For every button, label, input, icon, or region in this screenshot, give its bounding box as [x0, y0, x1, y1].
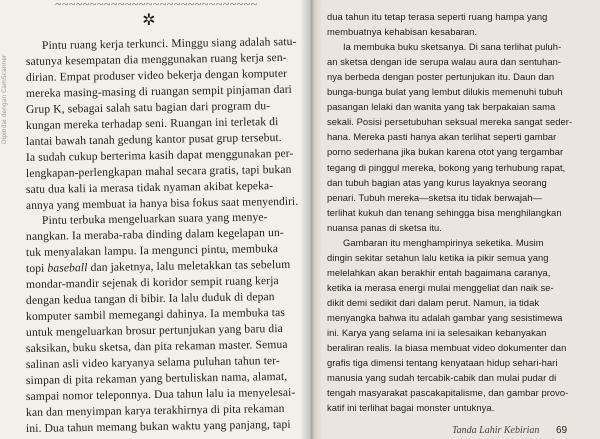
right-page-line: menyangka bahwa itu adalah gambar yang sesistimewa — [327, 312, 563, 323]
right-page-line: nuansa panas di sketsa itu. — [327, 221, 442, 233]
left-page-line: mondar-mandir sejenak di koridor sempit ruang kerja — [25, 274, 279, 292]
right-page-line: ketika ia merasa energi mulai menggeliat dan naik se- — [327, 281, 554, 293]
right-page-line: tegang di pinggul mereka, bokong yang terhubung rapat, — [327, 161, 566, 173]
left-page-line: Ia sudah cukup berterima kasih dapat menggunakan per- — [25, 146, 294, 164]
right-page-line: grafis tiga dimensi tentang kenyataan hidup sehari-hari — [327, 357, 558, 369]
left-page-line: tuk menyalakan lampu. Ia mengunci pintu, membuka — [25, 242, 279, 260]
left-page-line: dengan kedua tangan di bibir. Ia lalu duduk di depan — [25, 290, 275, 308]
cut-off-top-line: ~~~~~~~~~~~~~~~~~~~~~~~~~~~~~ — [55, 0, 258, 7]
left-page-line: mereka masing-masing di ruangan sempit pinjaman dari — [25, 82, 293, 100]
right-page-line: sekali. Posisi persetubuhan seksual mereka sangat seder- — [327, 116, 573, 128]
right-page-line: porno sederhana jika bukan karena otot yang tergambar — [327, 146, 564, 158]
right-page-line: pasangan lelaki dan wanita yang tak berpakaian sama — [327, 101, 556, 113]
left-page-line: topi baseball dan jaketnya, lalu meletakkan tas sebelum — [25, 258, 291, 276]
left-page-line: saksikan, buku sketsa, dan pita rekaman master. Semua — [25, 337, 288, 356]
right-page-line: terlihat kukuh dan tenang sehingga bisa menghilangkan — [327, 206, 562, 218]
left-page-line: dirian. Empat produser video bekerja dengan komputer — [25, 66, 288, 84]
right-page-line: bunga-bunga bulat yang lembut dilukis memenuhi tubuh — [327, 86, 563, 98]
scan-watermark: Dipindai dengan CamScanner — [1, 54, 8, 144]
left-page-line: sampai nomor teleponnya. Dua tahun lalu ia menyelesai- — [25, 385, 296, 403]
left-page-line: ini. Dua tahun memang bukan waktu yang panjang, tapi — [25, 417, 291, 435]
left-page-line: lantai bawah tanah gedung kantor pusat grup tersebut. — [25, 130, 282, 148]
left-page-line: lengkapan-perlengkapan mahal secara gratis, tapi bukan — [25, 162, 292, 180]
right-page-line: tengah masyarakat pascakapitalisme, dan gambar provo- — [327, 387, 569, 399]
left-page-line: simpan di pita rekaman yang bertuliskan nama, alamat, — [25, 369, 288, 387]
left-page-line: Grup K, sebagai salah satu bagian dari program du- — [25, 98, 271, 116]
right-page-line: katif ini terlihat bagai monster untuknya. — [327, 402, 495, 414]
left-page-line: untuk mengeluarkan brosur pertunjukan yang baru dia — [25, 322, 283, 340]
right-page-line: nya berbeda dengan poster pertunjukan itu. Daun dan — [327, 71, 555, 83]
right-page-line: melelahkan akan berakhir entah bagaimana caranya, — [327, 266, 551, 278]
right-page-line: membuatnya kehabisan kesabaran. — [327, 26, 478, 38]
right-page-line: manusia yang sudah tercabik-cabik dan mulai pudar di — [327, 372, 557, 384]
right-page-line: dingin sekitar setahun lalu ketika ia pikir semua yang — [327, 251, 549, 263]
left-page-line: satunya kesempatan dia menggunakan ruang kerja sen- — [25, 50, 287, 68]
page-number: 69 — [556, 425, 568, 436]
section-ornament-icon: ✲ — [142, 10, 156, 29]
left-page-line: salinan asli video karyanya selama puluhan tahun ter- — [25, 354, 281, 371]
right-page-line: dikit demi sedikit dari dalam perut. Namun, ia tidak — [327, 296, 540, 308]
right-page-line: dua tahun itu tetap terasa seperti ruang hampa yang — [327, 11, 548, 22]
right-page-line: hana. Mereka pasti hanya akan terlihat seperti gambar — [327, 131, 557, 143]
left-page-line: komputer sambil memegangi dahinya. Ia membuka tas — [25, 306, 286, 324]
left-page-line: satu dua kali ia merasa tidak nyaman akibat kepeka- — [25, 178, 274, 196]
right-page-line: beraliran realis. Ia biasa membuat video dokumenter dan — [327, 342, 567, 354]
right-page-line: an sketsa dengan ide serupa walau aura dan sentuhan- — [327, 56, 562, 68]
right-page-line: penari. Tubuh mereka—sketsa itu tidak berwajah— — [327, 191, 542, 203]
right-page-line: ini. Karya yang selama ini ia selesaikan kebanyakan — [327, 327, 547, 339]
left-page-line: Pintu terbuka mengeluarkan suara yang menye- — [41, 210, 268, 228]
running-footer: Tanda Lahir Kebirian — [452, 425, 540, 436]
left-page-line: Pintu ruang kerja terkunci. Minggu siang adalah satu- — [41, 35, 297, 52]
left-page-line: kungan mereka terhadap seni. Ruangan ini terletak di — [25, 114, 279, 132]
right-page-line: Ia membuka buku sketsanya. Di sana terlihat puluh- — [343, 41, 562, 53]
right-page-line: Gambaran itu menghampirinya seketika. Musim — [343, 236, 544, 248]
left-page-line: kan dan menyimpan karya terakhirnya di pita rekaman — [25, 401, 285, 419]
left-page-line: nangkan. Ia meraba-raba dinding dalam kegelapan un- — [25, 226, 284, 244]
right-page-line: dan tubuh bagian atas yang kurus layaknya seorang — [327, 176, 547, 188]
left-page-line: annya yang membuat ia hanya bisa fokus saat menyendiri. — [25, 194, 299, 212]
right-page — [311, 0, 600, 439]
